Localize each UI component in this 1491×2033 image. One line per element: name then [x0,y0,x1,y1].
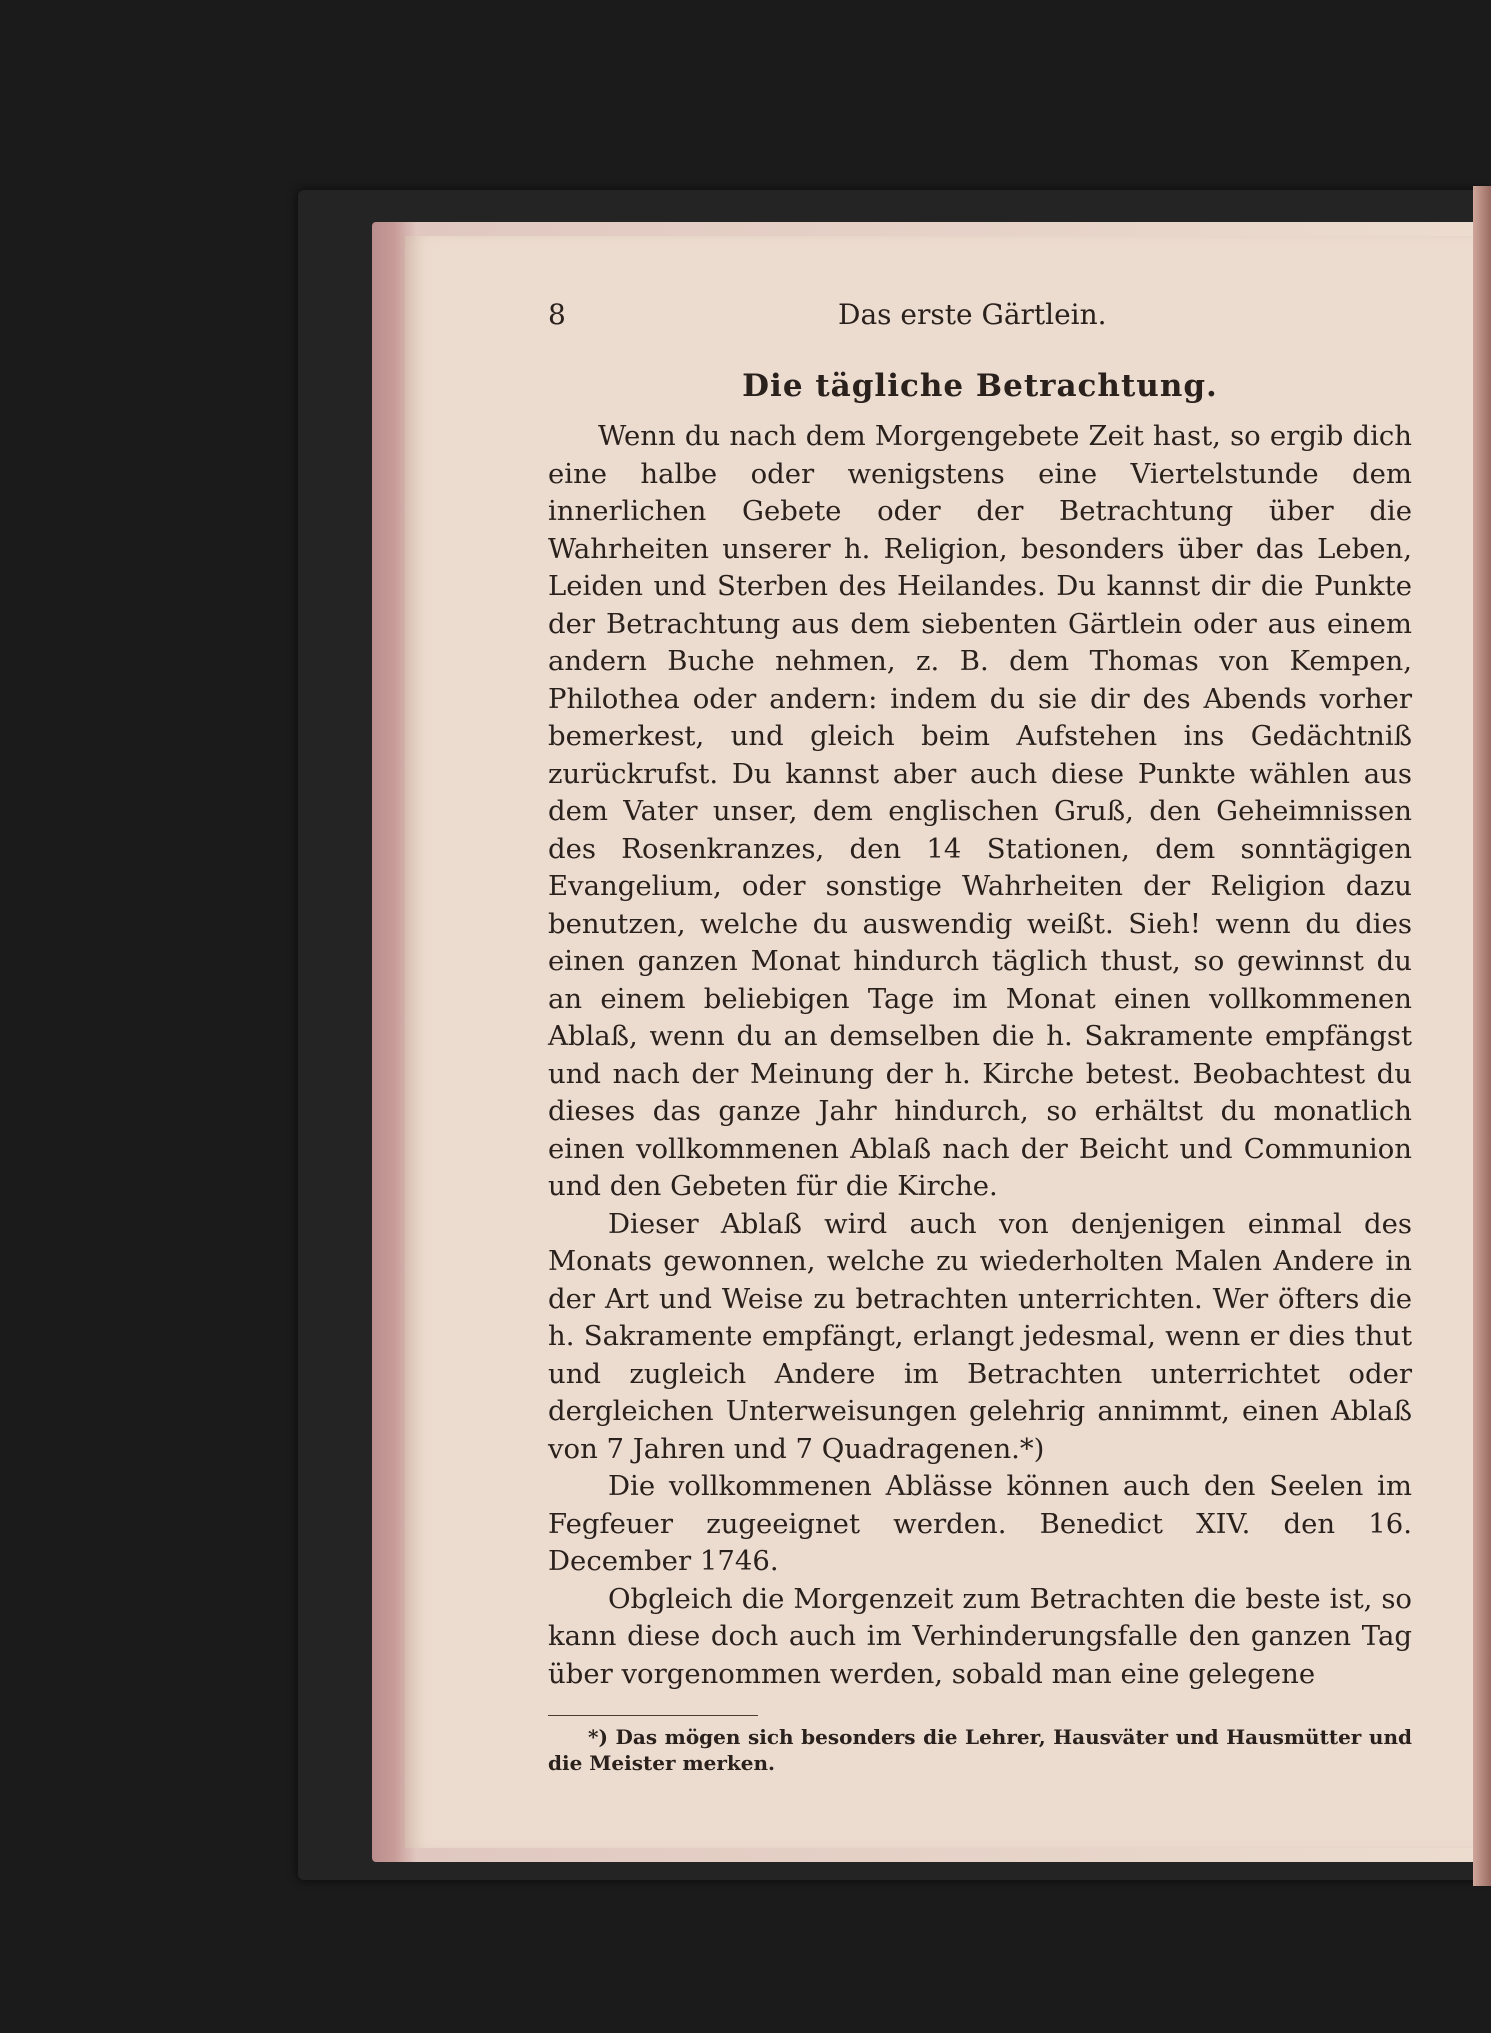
paragraph-3: Die vollkommenen Ablässe können auch den Seelen im Fegfeuer zugeeignet werden. Benedict XIV. den 16. December 1746. [548,1470,1412,1577]
section-title: Die tägliche Betrachtung. [742,368,1218,404]
paragraph-1: Wenn du nach dem Morgengebete Zeit hast, so ergib dich eine halbe oder wenigstens eine Viertelstunde dem innerlichen Gebete oder der Betrachtung über die Wahrheiten unserer h. Religion, besonders über das Leben, Leiden und Sterben des Heilandes. Du kannst dir die Punkte der Betrachtung aus dem siebenten Gärtlein oder aus einem andern Buche nehmen, z. B. dem Thomas von Kempen, Philothea oder andern: indem du sie dir des Abends vorher bemerkest, und gleich beim Aufstehen ins Gedächtniß zurückrufst. Du kannst aber auch diese Punkte wählen aus dem Vater unser, dem englischen Gruß, den Geheimnissen des Rosenkranzes, den 14 Stationen, dem sonntägigen Evangelium, oder sonstige Wahrheiten der Religion dazu benutzen, welche du auswendig weißt. Sieh! wenn du dies einen ganzen Monat hindurch täglich thust, so gewinnst du an einem beliebigen Tage im Monat einen vollkommenen Ablaß, wenn du an demselben die h. Sakramente empfängst und nach der Meinung der h. Kirche betest. Beobachtest du dieses das ganze Jahr hindurch, so erhältst du monatlich einen vollkommenen Ablaß nach der Beicht und Communion und den Gebeten für die Kirche. [548,420,1412,1202]
page-number: 8 [548,298,566,331]
page-text-block [548,290,1412,1776]
paragraph-4: Obgleich die Morgenzeit zum Betrachten die beste ist, so kann diese doch auch im Verhinderungsfalle den ganzen Tag über vorgenommen werden, sobald man eine gelegene [548,1582,1412,1690]
footnote: *) Das mögen sich besonders die Lehrer, Hausväter und Hausmütter und die Meister merken. [548,1725,1412,1775]
body-text [548,418,1412,1693]
running-title: Das erste Gärtlein. [838,298,1107,331]
footnote-divider [548,1715,758,1716]
page-header [548,290,1412,340]
paragraph-2: Dieser Ablaß wird auch von denjenigen einmal des Monats gewonnen, welche zu wiederholten Malen Andere in der Art und Weise zu betrachten unterrichten. Wer öfters die h. Sakramente empfängt, erlangt jedesmal, wenn er dies thut und zugleich Andere im Betrachten unterrichtet oder dergleichen Unterweisungen gelehrig annimmt, einen Ablaß von 7 Jahren und 7 Quadragenen.*) [548,1207,1412,1465]
opposite-page-edge [1473,186,1491,1886]
